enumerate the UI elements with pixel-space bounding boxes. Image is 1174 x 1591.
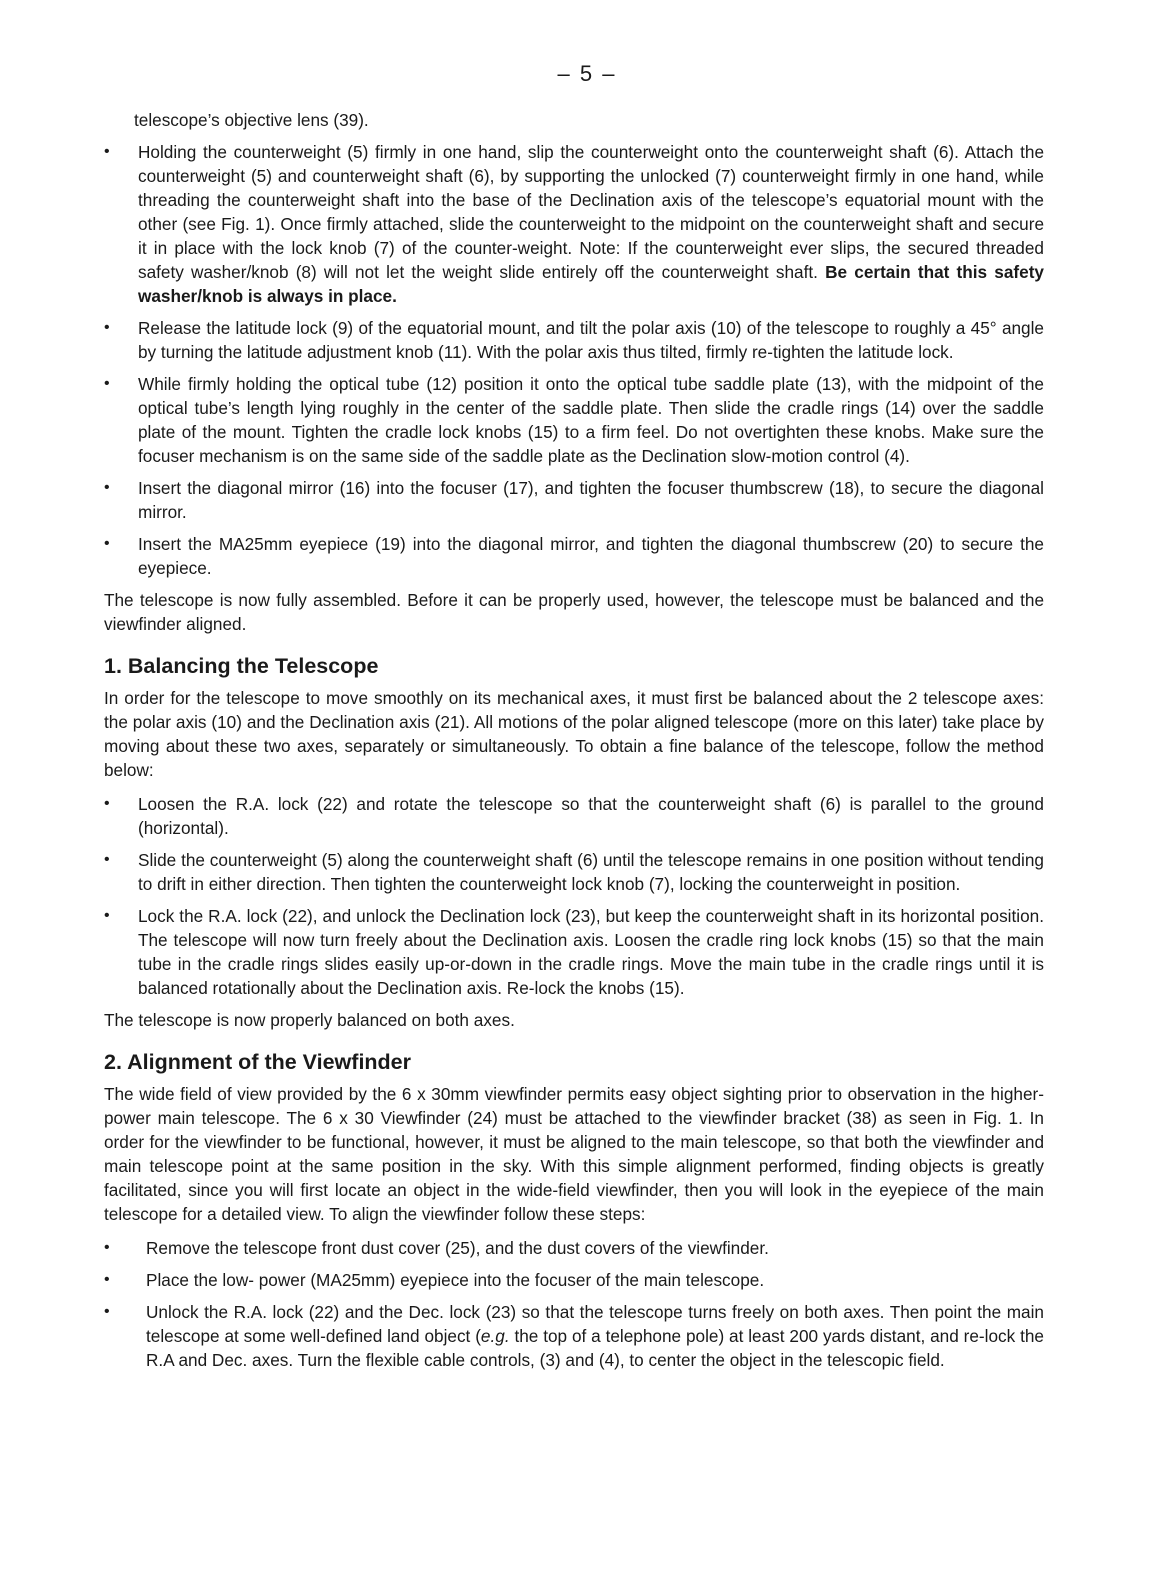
balancing-outro: The telescope is now properly balanced on both axes. xyxy=(104,1010,515,1030)
viewfinder-step-text: the top of a telephone pole) at least 200 yards distant, and re-lock the R.A and Dec. axes. Turn the flexible cable controls, (3) and (4), to center the object in the telescopic field. xyxy=(146,1326,1044,1370)
viewfinder-step-text: Unlock the R.A. lock (22) and the Dec. lock (23) so that the telescope turns freely on both axes. Then point the main telescope at some well-defined land object ( xyxy=(146,1302,1044,1346)
page-number: – 5 – xyxy=(557,61,617,86)
assembly-step: • Release the latitude lock (9) of the equatorial mount, and tilt the polar axis (10) of the telescope to roughly a 45° angle by turning the latitude adjustment knob (11). With the polar axis thus tilted, firmly re-tighten the latitude lock. xyxy=(104,316,1044,364)
safety-warning: Be certain that this safety washer/knob is always in place. xyxy=(138,262,1044,306)
assembly-step-text: Holding the counterweight (5) firmly in one hand, slip the counterweight onto the counterweight shaft (6). Attach the counterweight (5) and counterweight shaft (6), by supporting the unlocked (7) counterweight firmly in one hand, while threading the counterweight shaft into the base of the Declination axis of the telescope’s equatorial mount with the other (see Fig. 1). Once firmly attached, slide the counterweight to the midpoint on the counterweight shaft and secure it in place with the lock knob (7) of the counter-weight. Note: If the counterweight ever slips, the secured threaded safety washer/knob (8) will not let the weight slide entirely off the counterweight shaft. xyxy=(138,142,1044,282)
assembly-step: • Insert the MA25mm eyepiece (19) into the diagonal mirror, and tighten the diagonal thumbscrew (20) to secure the eyepiece. xyxy=(104,532,1044,580)
balancing-step: • Loosen the R.A. lock (22) and rotate the telescope so that the counterweight shaft (6) is parallel to the ground (horizontal). xyxy=(104,792,1044,840)
viewfinder-step xyxy=(104,1300,1044,1372)
assembly-steps-list xyxy=(104,140,1044,580)
balancing-step: • Lock the R.A. lock (22), and unlock the Declination lock (23), but keep the counterweight shaft in its horizontal position. The telescope will now turn freely about the Declination axis. Loosen the cradle ring lock knobs (15) so that the main tube in the cradle rings slides easily up-or-down in the cradle rings. Move the main tube in the cradle rings until it is balanced rotationally about the Declination axis. Re-lock the knobs (15). xyxy=(104,904,1044,1000)
balancing-intro: In order for the telescope to move smoothly on its mechanical axes, it must first be balanced about the 2 telescope axes: the polar axis (10) and the Declination axis (21). All motions of the polar aligned telescope (more on this later) take place by moving about these two axes, separately or simultaneously. To obtain a fine balance of the telescope, follow the method below: xyxy=(104,688,1044,780)
balancing-steps-list xyxy=(104,792,1044,1000)
viewfinder-step: • Place the low- power (MA25mm) eyepiece into the focuser of the main telescope. xyxy=(104,1268,1044,1292)
assembled-note: The telescope is now fully assembled. Before it can be properly used, however, the telescope must be balanced and the viewfinder aligned. xyxy=(104,590,1044,634)
assembly-step: • Insert the diagonal mirror (16) into the focuser (17), and tighten the focuser thumbscrew (18), to secure the diagonal mirror. xyxy=(104,476,1044,524)
assembly-step xyxy=(104,140,1044,308)
viewfinder-step: • Remove the telescope front dust cover (25), and the dust covers of the viewfinder. xyxy=(104,1236,1044,1260)
eg-abbreviation: e.g. xyxy=(480,1326,510,1346)
assembly-step: • While firmly holding the optical tube (12) position it onto the optical tube saddle plate (13), with the midpoint of the optical tube’s length lying roughly in the center of the saddle plate. Then slide the cradle rings (14) over the saddle plate of the mount. Tighten the cradle lock knobs (15) to a firm feel. Do not overtighten these knobs. Make sure the focuser mechanism is on the same side of the saddle plate as the Declination slow-motion control (4). xyxy=(104,372,1044,468)
intro-continuation: telescope’s objective lens (39). xyxy=(134,110,369,130)
section-heading-viewfinder: 2. Alignment of the Viewfinder xyxy=(104,1050,412,1074)
viewfinder-steps-list xyxy=(104,1236,1044,1372)
balancing-step: • Slide the counterweight (5) along the counterweight shaft (6) until the telescope remains in one position without tending to drift in either direction. Then tighten the counterweight lock knob (7), locking the counterweight in position. xyxy=(104,848,1044,896)
section-heading-balancing: 1. Balancing the Telescope xyxy=(104,654,379,678)
viewfinder-intro: The wide field of view provided by the 6 x 30mm viewfinder permits easy object sighting prior to observation in the higher-power main telescope. The 6 x 30 Viewfinder (24) must be attached to the viewfinder bracket (38) as seen in Fig. 1. In order for the viewfinder to be functional, however, it must be aligned to the main telescope, so that both the viewfinder and main telescope point at the same position in the sky. With this simple alignment performed, finding objects is greatly facilitated, since you will first locate an object in the wide-field viewfinder, then you will look in the eyepiece of the main telescope for a detailed view. To align the viewfinder follow these steps: xyxy=(104,1084,1044,1224)
page-content xyxy=(104,108,1044,1380)
